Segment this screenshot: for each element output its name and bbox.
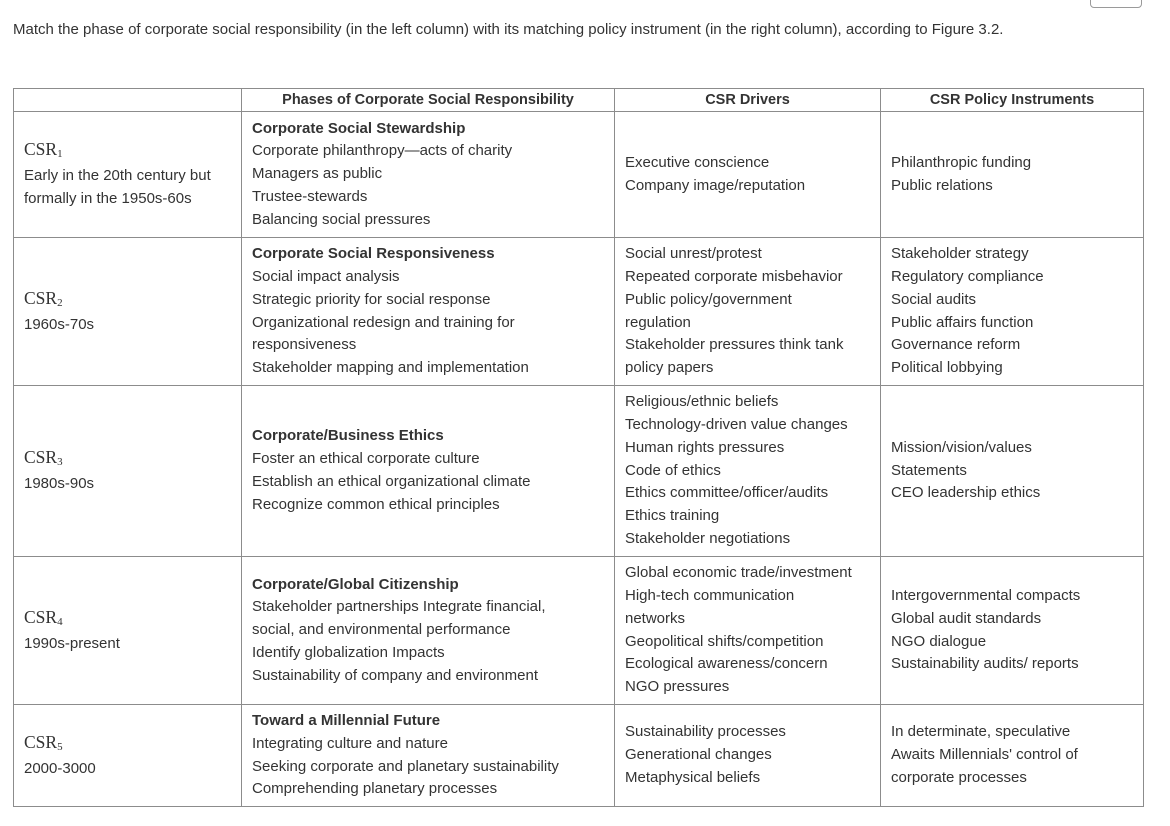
instruments-cell bbox=[881, 557, 1144, 705]
phase-item: Foster an ethical corporate culture bbox=[252, 450, 480, 468]
phase-item: Establish an ethical organizational climate bbox=[252, 473, 531, 490]
era-period: Early in the 20th century but bbox=[24, 167, 211, 185]
era-code: $CSR_1$ bbox=[24, 139, 63, 161]
instrument-item: corporate processes bbox=[891, 768, 1027, 786]
era-code: $CSR_4$ bbox=[24, 606, 63, 628]
driver-item: regulation bbox=[625, 313, 691, 331]
driver-item: Company image/reputation bbox=[625, 176, 806, 194]
phase-title: Corporate/Global Citizenship bbox=[252, 575, 459, 593]
drivers-cell bbox=[615, 238, 881, 386]
instrument-item: Statements bbox=[891, 461, 967, 479]
drivers-cell bbox=[615, 705, 881, 807]
instrument-item: Regulatory compliance bbox=[891, 267, 1044, 285]
phase-item: Managers as public bbox=[252, 165, 383, 183]
drivers-cell bbox=[615, 386, 881, 557]
header-drivers: CSR Drivers bbox=[615, 89, 881, 112]
phase-item: responsiveness bbox=[252, 336, 357, 354]
instrument-item: Political lobbying bbox=[891, 359, 1003, 377]
csr-figure-table bbox=[13, 88, 1144, 807]
era-cell bbox=[14, 705, 242, 807]
table-row bbox=[14, 238, 1144, 386]
driver-item: Ethics training bbox=[625, 507, 720, 525]
phase-title: Corporate/Business Ethics bbox=[252, 427, 444, 445]
driver-item: Ecological awareness/concern bbox=[625, 655, 828, 673]
era-period: 2000-3000 bbox=[24, 759, 96, 777]
phase-item: Trustee-stewards bbox=[252, 187, 368, 205]
driver-item: Human rights pressures bbox=[625, 438, 785, 456]
drivers-cell bbox=[615, 112, 881, 238]
instruments-cell bbox=[881, 386, 1144, 557]
driver-item: NGO pressures bbox=[625, 678, 730, 696]
phase-cell bbox=[242, 112, 615, 238]
driver-item: Executive conscience bbox=[625, 153, 770, 171]
drivers-cell bbox=[615, 557, 881, 705]
table-row bbox=[14, 386, 1144, 557]
driver-item: Stakeholder negotiations bbox=[625, 529, 791, 547]
phase-item: social, and environmental performance bbox=[252, 621, 511, 639]
instruments-cell bbox=[881, 238, 1144, 386]
era-code: $CSR_3$ bbox=[24, 447, 63, 469]
era-period: 1960s-70s bbox=[24, 315, 95, 333]
driver-item: Ethics committee/officer/audits bbox=[625, 484, 829, 502]
phase-item: Integrating culture and nature bbox=[252, 734, 448, 752]
phase-cell bbox=[242, 386, 615, 557]
instrument-item: CEO leadership ethics bbox=[891, 484, 1041, 502]
phase-item: Identify globalization Impacts bbox=[252, 643, 445, 661]
header-era bbox=[14, 89, 242, 112]
phase-item: Comprehending planetary processes bbox=[252, 780, 498, 798]
phase-item: Recognize common ethical principles bbox=[252, 495, 500, 513]
driver-item: networks bbox=[625, 609, 686, 627]
driver-item: Geopolitical shifts/competition bbox=[625, 632, 824, 650]
instrument-item: In determinate, speculative bbox=[891, 723, 1071, 741]
phase-title: Corporate Social Responsiveness bbox=[252, 245, 495, 263]
instrument-item: Sustainability audits/ reports bbox=[891, 655, 1079, 673]
era-period: 1980s-90s bbox=[24, 475, 95, 493]
driver-item: Religious/ethnic beliefs bbox=[625, 393, 779, 411]
driver-item: Global economic trade/investment bbox=[625, 564, 852, 582]
instrument-item: Social audits bbox=[891, 290, 977, 308]
phase-item: Corporate philanthropy—acts of charity bbox=[252, 142, 513, 160]
era-cell bbox=[14, 238, 242, 386]
era-code: $CSR_5$ bbox=[24, 731, 63, 753]
phase-title: Corporate Social Stewardship bbox=[252, 119, 466, 137]
question-prompt: Match the phase of corporate social responsibility (in the left column) with its matching policy instrument (in the right column), according to Figure 3.2. bbox=[13, 21, 1004, 38]
driver-item: Sustainability processes bbox=[625, 723, 786, 741]
driver-item: Social unrest/protest bbox=[625, 245, 762, 263]
instrument-item: Global audit standards bbox=[891, 609, 1042, 627]
driver-item: Public policy/government bbox=[625, 290, 792, 308]
phase-item: Strategic priority for social response bbox=[252, 290, 491, 308]
phase-cell bbox=[242, 238, 615, 386]
phase-item: Seeking corporate and planetary sustainability bbox=[252, 757, 559, 775]
instrument-item: Public affairs function bbox=[891, 313, 1034, 331]
era-period: 1990s-present bbox=[24, 634, 120, 652]
instrument-item: Philanthropic funding bbox=[891, 153, 1032, 171]
top-right-button[interactable] bbox=[1090, 0, 1142, 8]
instruments-cell bbox=[881, 705, 1144, 807]
era-cell bbox=[14, 557, 242, 705]
instrument-item: Public relations bbox=[891, 176, 993, 194]
instrument-item: Governance reform bbox=[891, 336, 1021, 354]
instrument-item: NGO dialogue bbox=[891, 632, 987, 650]
phase-cell bbox=[242, 557, 615, 705]
phase-item: Sustainability of company and environment bbox=[252, 666, 538, 684]
driver-item: Metaphysical beliefs bbox=[625, 768, 761, 786]
instrument-item: Intergovernmental compacts bbox=[891, 586, 1081, 604]
phase-item: Stakeholder mapping and implementation bbox=[252, 359, 529, 377]
era-code: $CSR_2$ bbox=[24, 287, 63, 309]
era-cell bbox=[14, 112, 242, 238]
table-header-row bbox=[14, 89, 1144, 112]
instrument-item: Stakeholder strategy bbox=[891, 245, 1029, 263]
table-row bbox=[14, 112, 1144, 238]
phase-item: Organizational redesign and training for bbox=[252, 313, 515, 331]
instrument-item: Mission/vision/values bbox=[891, 438, 1032, 456]
era-period: formally in the 1950s-60s bbox=[24, 190, 192, 207]
phase-cell bbox=[242, 705, 615, 807]
header-phases: Phases of Corporate Social Responsibility bbox=[242, 89, 615, 112]
driver-item: Generational changes bbox=[625, 746, 772, 764]
phase-item: Social impact analysis bbox=[252, 267, 400, 285]
driver-item: Technology-driven value changes bbox=[625, 416, 848, 433]
phase-item: Balancing social pressures bbox=[252, 210, 431, 228]
phase-title: Toward a Millennial Future bbox=[252, 711, 441, 729]
instrument-item: Awaits Millennials' control of bbox=[891, 746, 1078, 764]
instruments-cell bbox=[881, 112, 1144, 238]
driver-item: High-tech communication bbox=[625, 586, 795, 604]
driver-item: Stakeholder pressures think tank bbox=[625, 336, 844, 354]
driver-item: Code of ethics bbox=[625, 461, 721, 479]
driver-item: policy papers bbox=[625, 359, 714, 377]
table-row bbox=[14, 705, 1144, 807]
header-instruments: CSR Policy Instruments bbox=[881, 89, 1144, 112]
driver-item: Repeated corporate misbehavior bbox=[625, 267, 843, 285]
era-cell bbox=[14, 386, 242, 557]
table-row bbox=[14, 557, 1144, 705]
phase-item: Stakeholder partnerships Integrate financial, bbox=[252, 598, 546, 616]
